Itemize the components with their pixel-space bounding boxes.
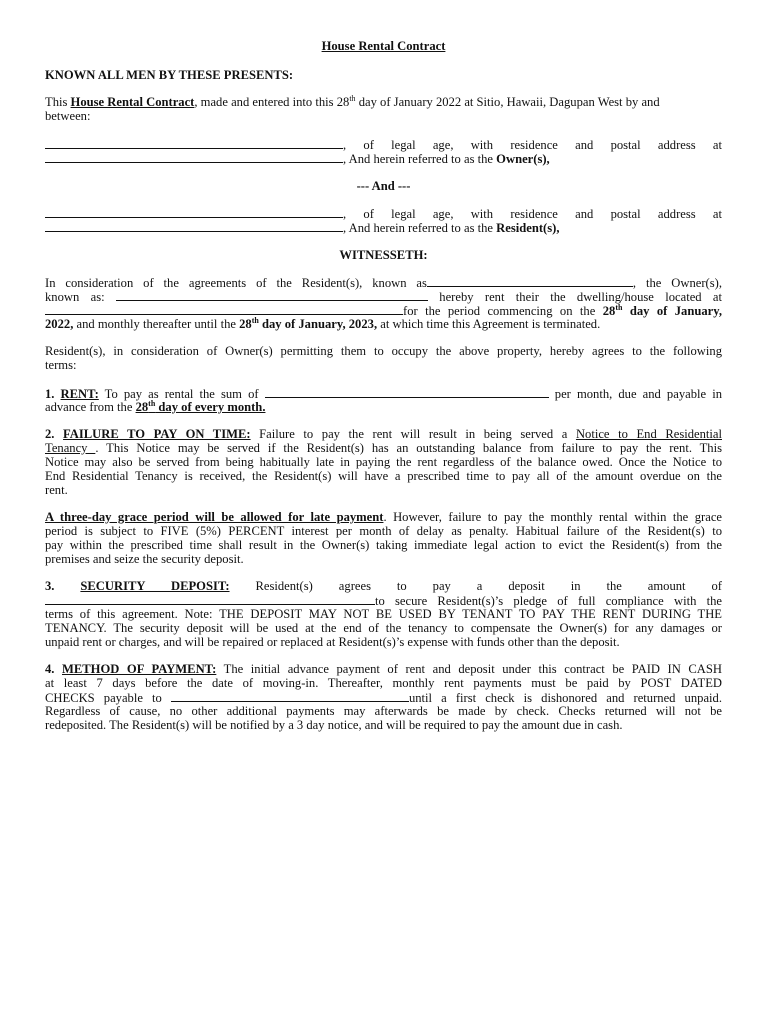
and-separator: --- And --- — [356, 179, 411, 193]
rent-amount-blank[interactable] — [265, 386, 549, 398]
payment-clause-line-1: 4. METHOD OF PAYMENT: The initial advance payment of rent and deposit under this contract be PAID IN CASH — [45, 662, 722, 676]
payment-clause-line-5: redeposited. The Resident(s) will be notified by a 3 day notice, and will be required to pay the amount due in cash. — [45, 718, 623, 732]
failure-clause-line-3: Notice may also be served from being habitually late in paying the rent regardless of the balance owed. Once the Notice to — [45, 455, 722, 469]
consideration-line-4: 2022, and monthly thereafter until the 28th day of January, 2023, at which time this Agreement is terminated. — [45, 316, 601, 331]
intro-line-1: This House Rental Contract, made and entered into this 28th day of January 2022 at Sitio, Hawaii, Dagupan West by and — [45, 94, 660, 109]
resident-name-blank[interactable] — [45, 206, 343, 218]
resident-party-line-1: , of legal age, with residence and postal address at — [45, 206, 722, 221]
owner-address-blank[interactable] — [45, 151, 343, 163]
security-clause-line-3: terms of this agreement. Note: THE DEPOSIT MAY NOT BE USED BY TENANT TO PAY THE RENT DURING THE — [45, 607, 722, 621]
owner-party-line-1: , of legal age, with residence and postal address at — [45, 137, 722, 152]
failure-heading: FAILURE TO PAY ON TIME: — [63, 427, 251, 441]
grace-line-3: pay within the prescribed time shall result in the Owner(s) taking immediate legal action to evict the Resident(s) from the — [45, 538, 722, 552]
witnesseth-heading: WITNESSETH: — [339, 248, 428, 262]
resident-terms-line-2: terms: — [45, 358, 77, 372]
intro-line-2: between: — [45, 109, 91, 123]
payment-clause-line-4: Regardless of cause, no other additional payments may afterwards be made by check. Checks returned will not be — [45, 704, 722, 718]
payment-clause-line-2: at least 7 days before the date of moving-in. Thereafter, monthly rent payments must be paid by POST DATED — [45, 676, 722, 690]
checks-payee-blank[interactable] — [171, 690, 409, 702]
failure-clause-line-4: End Residential Tenancy is received, the Resident(s) will have a prescribed time to pay all of the amount overdue on the — [45, 469, 722, 483]
payment-heading: METHOD OF PAYMENT: — [62, 662, 217, 676]
owner-party-line-2: , And herein referred to as the Owner(s), — [45, 151, 722, 166]
consideration-line-1: In consideration of the agreements of the Resident(s), known as , the Owner(s), — [45, 276, 722, 290]
deposit-amount-blank[interactable] — [45, 593, 375, 605]
owner-known-as-blank[interactable] — [116, 289, 428, 301]
consideration-line-2: known as: hereby rent their the dwelling/house located at — [45, 290, 723, 304]
security-clause-line-1: 3. SECURITY DEPOSIT: Resident(s) agrees to pay a deposit in the amount of — [45, 579, 723, 593]
consideration-line-3: for the period commencing on the 28th day of January, — [45, 303, 722, 318]
failure-clause-line-1: 2. FAILURE TO PAY ON TIME: Failure to pay the rent will result in being served a Notice to End Residential — [45, 427, 722, 441]
document-title: House Rental Contract — [321, 39, 446, 53]
security-clause-line-2: to secure Resident(s)’s pledge of full compliance with the — [45, 593, 722, 608]
security-clause-line-5: unpaid rent or charges, and will be repaired or replaced at Resident(s)’s expense with funds other than the deposit. — [45, 635, 620, 649]
grace-line-1: A three-day grace period will be allowed for late payment. However, failure to pay the monthly rental within the grace — [45, 510, 722, 524]
failure-clause-line-5: rent. — [45, 483, 68, 497]
grace-line-4: premises and seize the security deposit. — [45, 552, 244, 566]
payment-clause-line-3: CHECKS payable to until a first check is dishonored and returned unpaid. — [45, 691, 722, 705]
grace-line-2: period is subject to FIVE (5%) PERCENT interest per month of delay as penalty. Habitual failure of the Resident(s) to — [45, 524, 722, 538]
resident-terms-line-1: Resident(s), in consideration of Owner(s) permitting them to occupy the above property, hereby agrees to the following — [45, 344, 722, 358]
resident-party-line-2: , And herein referred to as the Resident(s), — [45, 220, 722, 235]
known-all-men-heading: KNOWN ALL MEN BY THESE PRESENTS: — [45, 68, 294, 82]
rent-clause-line-1: 1. RENT: To pay as rental the sum of per month, due and payable in — [45, 387, 722, 401]
resident-address-blank[interactable] — [45, 220, 343, 232]
security-heading: SECURITY DEPOSIT: — [80, 579, 230, 593]
failure-clause-line-2: Tenancy . This Notice may be served if the Resident(s) has an outstanding balance from failure to pay the rent. This — [45, 441, 722, 455]
house-location-blank[interactable] — [45, 303, 403, 315]
rent-heading: RENT: — [60, 387, 99, 401]
resident-known-as-blank[interactable] — [427, 275, 633, 287]
owner-name-blank[interactable] — [45, 137, 343, 149]
rent-clause-line-2: advance from the 28th day of every month. — [45, 399, 266, 414]
security-clause-line-4: TENANCY. The security deposit will be used at the end of the tenancy to compensate the Owner(s) for any damages or — [45, 621, 722, 635]
